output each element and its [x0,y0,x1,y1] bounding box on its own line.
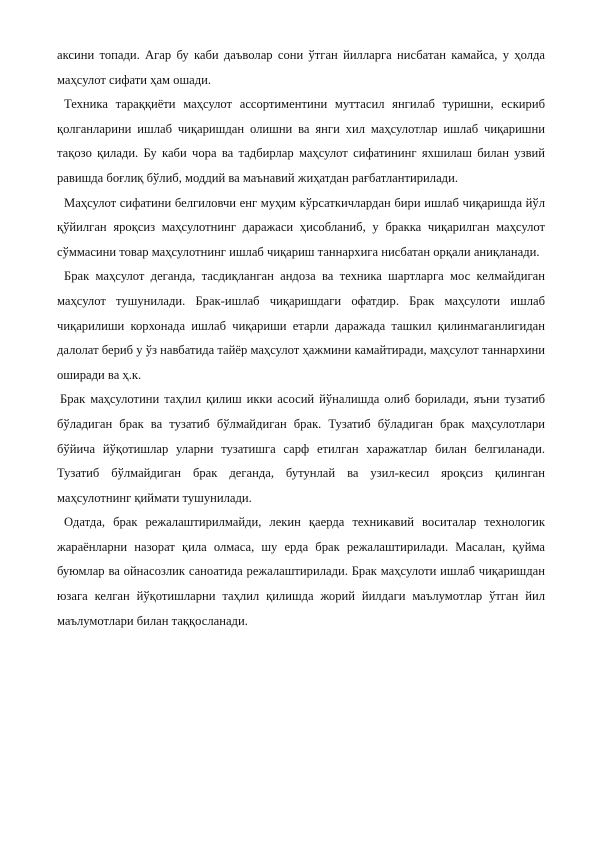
paragraph-defect-analysis: Брак маҳсулотини таҳлил қилиш икки асосий йўналишда олиб борилади, яъни тузатиб бўладиган брак ва тузатиб бўлмайдиган брак. Тузатиб бўладиган брак маҳсулотлари бўйича йўқотишлар уларни тузатишга сарф етилган харажатлар билан белгиланади. Тузатиб бўлмайдиган брак деганда, бутунлай ва узил-кесил яроқсиз қилинган маҳсулотнинг қиймати тушунилади. [57,392,545,505]
paragraph-defect-planning: Одатда, брак режалаштирилмайди, лекин қаерда техникавий воситалар технологик жараёнларни назорат қила олмаса, шу ерда брак режалаштирилади. Масалан, қуйма буюмлар ва ойнасозлик саноатида режалаштирилади. Брак маҳсулоти ишлаб чиқаришдан юзага келган йўқотишларни таҳлил қилишда жорий йилдаги маълумотлар ўтган йил маълумотлари билан таққосланади. [57,515,545,628]
paragraph-quality-indicator: Маҳсулот сифатини белгиловчи енг муҳим кўрсаткичлардан бири ишлаб чиқаришда йўл қўйилган яроқсиз маҳсулотнинг даражаси ҳисобланиб, у бракка чиқарилган маҳсулот сўммасини товар маҳсулотнинг ишлаб чиқариш таннархига нисбатан орқали аниқланади. [57,195,545,259]
paragraph-technical-progress: Техника тараққиёти маҳсулот ассортиментини муттасил янгилаб туришни, ескириб қолганларини ишлаб чиқаришдан олишни ва янги хил маҳсулотлар ишлаб чиқаришни тақозо қилади. Бу каби чора ва тадбирлар маҳсулот сифатининг яхшилаш билан узвий равишда боғлиқ бўлиб, моддий ва маънавий жиҳатдан рағбатлантирилади. [57,97,545,185]
paragraph-defect-definition: Брак маҳсулот деганда, тасдиқланган андоза ва техника шартларга мос келмайдиган маҳсулот тушунилади. Брак-ишлаб чиқаришдаги офатдир. Брак маҳсулоти ишлаб чиқарилиши корхонада ишлаб чиқариши етарли даражада ташкил қилинмаганлигидан далолат бериб у ўз навбатида тайёр маҳсулот ҳажмини камайтиради, маҳсулот таннархини оширади ва ҳ.к. [57,269,545,382]
document-page [57,43,545,633]
paragraph-continuation: аксини топади. Агар бу каби даъволар сони ўтган йилларга нисбатан камайса, у ҳолда маҳсулот сифати ҳам ошади. [57,48,545,87]
